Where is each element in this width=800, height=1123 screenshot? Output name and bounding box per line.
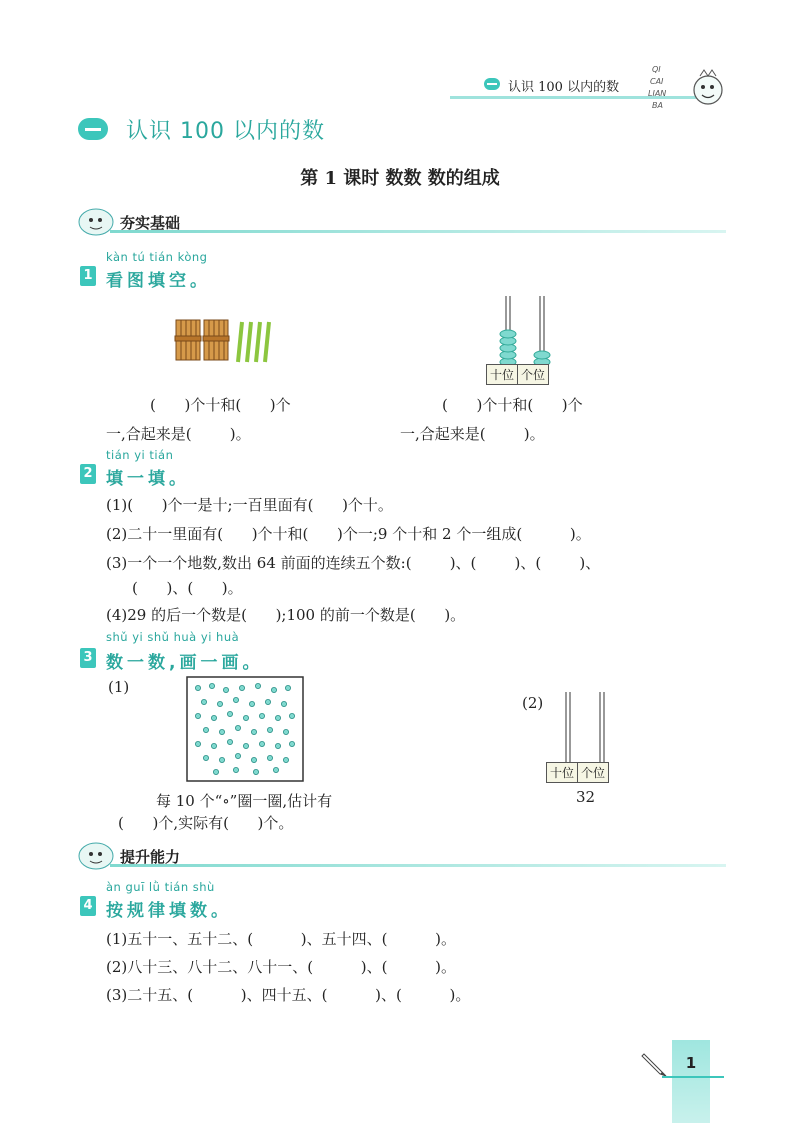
abacus-q1 [488, 294, 560, 366]
counting-dot [281, 701, 286, 706]
section-rule [110, 864, 726, 867]
q1-title: 看图填空。 [106, 271, 211, 291]
q4-pinyin: àn guī lǜ tián shù [106, 880, 215, 894]
counting-dot [203, 727, 208, 732]
q1-right-line2: 一,合起来是( )。 [400, 425, 545, 443]
q2-line-2: (2)二十一里面有( )个十和( )个一;9 个十和 2 个一组成( )。 [106, 525, 591, 543]
q4-line-2: (2)八十三、八十二、八十一、( )、( )。 [106, 958, 457, 976]
page-number: 1 [685, 1054, 697, 1072]
abacus-q3-labels [546, 762, 609, 783]
counting-dot [203, 755, 208, 760]
counting-dot [251, 729, 256, 734]
counting-dot [219, 729, 224, 734]
q1-pinyin: kàn tú tián kòng [106, 250, 208, 264]
q1-right-line1: ( )个十和( )个 [442, 396, 583, 414]
q2-pinyin: tián yi tián [106, 448, 174, 462]
counting-dot [195, 713, 200, 718]
q3-instruction-1: 每 10 个“∘”圈一圈,估计有 [156, 792, 333, 810]
counting-dot [217, 701, 222, 706]
counting-dot [211, 715, 216, 720]
brand-logo [648, 60, 728, 120]
section-label: 提升能力 [120, 848, 181, 866]
section-rule [110, 230, 726, 233]
counting-dot [259, 713, 264, 718]
tens-label: 十位 [490, 368, 515, 382]
stick-bundles-image [172, 318, 276, 364]
q2-line-4: (4)29 的后一个数是( );100 的前一个数是( )。 [106, 606, 466, 624]
unit-title: 认识 100 以内的数 [126, 119, 325, 144]
counting-dot [283, 729, 288, 734]
counting-dot [267, 755, 272, 760]
running-header-title: 认识 100 以内的数 [508, 80, 620, 95]
page-number-tab [672, 1040, 710, 1123]
counting-dot [283, 757, 288, 762]
ones-label: 个位 [517, 365, 548, 384]
pencil-icon [640, 1050, 670, 1078]
counting-dot [211, 743, 216, 748]
counting-dot [243, 743, 248, 748]
counting-dot [259, 741, 264, 746]
counting-dot [209, 683, 214, 688]
counting-dot [255, 683, 260, 688]
counting-dot [235, 753, 240, 758]
counting-dot [239, 685, 244, 690]
q3-title: 数一数,画一画。 [106, 653, 264, 673]
q2-line-1: (1)( )个一是十;一百里面有( )个十。 [106, 496, 393, 514]
counting-dot [271, 687, 276, 692]
counting-dot [233, 697, 238, 702]
counting-dot [273, 767, 278, 772]
counting-dot [227, 711, 232, 716]
counting-dot [219, 757, 224, 762]
counting-dot [249, 701, 254, 706]
q3-pinyin: shǔ yi shǔ huà yi huà [106, 630, 240, 644]
counting-dot [233, 767, 238, 772]
tens-label: 十位 [550, 766, 575, 780]
q1-number: 1 [80, 266, 96, 286]
ones-label: 个位 [577, 763, 608, 782]
counting-dot [243, 715, 248, 720]
q2-number: 2 [80, 464, 96, 484]
counting-dot [253, 769, 258, 774]
q2-line-3-cont: ( )、( )。 [132, 579, 243, 597]
counting-dot [265, 699, 270, 704]
q3-part1-label: (1) [108, 678, 130, 696]
abacus-q1-labels [486, 364, 549, 385]
q3-number-32: 32 [576, 788, 596, 806]
counting-dot [235, 725, 240, 730]
unit-number-icon [78, 118, 108, 140]
q2-title: 填一填。 [106, 469, 190, 489]
svg-text:BA: BA [652, 101, 663, 110]
q2-line-3: (3)一个一个地数,数出 64 前面的连续五个数:( )、( )、( )、 [106, 554, 601, 572]
q1-left-line1: ( )个十和( )个 [150, 396, 291, 414]
counting-dot [223, 687, 228, 692]
counting-dot [213, 769, 218, 774]
q3-instruction-2: ( )个,实际有( )个。 [118, 814, 294, 832]
q3-number: 3 [80, 648, 96, 668]
section-label: 夯实基础 [120, 214, 181, 232]
svg-text:QI: QI [652, 65, 661, 74]
stick-bundle [175, 320, 201, 360]
counting-dot [285, 685, 290, 690]
counting-dot [201, 699, 206, 704]
svg-text:CAI: CAI [650, 77, 664, 86]
counting-dot [275, 743, 280, 748]
counting-dot [289, 741, 294, 746]
counting-dot [195, 741, 200, 746]
section-improve [76, 848, 726, 878]
svg-text:LIAN: LIAN [648, 89, 667, 98]
q1-left-line2: 一,合起来是( )。 [106, 425, 251, 443]
abacus-q3-empty [548, 692, 620, 764]
q4-title: 按规律填数。 [106, 901, 232, 921]
q3-part2-label: (2) [522, 694, 544, 712]
lesson-title: 第 1 课时 数数 数的组成 [300, 168, 500, 189]
header-unit-icon [484, 78, 500, 90]
dots-box [186, 676, 304, 782]
counting-dot [195, 685, 200, 690]
counting-dot [267, 727, 272, 732]
counting-dot [275, 715, 280, 720]
q4-line-3: (3)二十五、( )、四十五、( )、( )。 [106, 986, 471, 1004]
counting-dot [251, 757, 256, 762]
q4-line-1: (1)五十一、五十二、( )、五十四、( )。 [106, 930, 457, 948]
counting-dot [289, 713, 294, 718]
section-basics [76, 214, 726, 244]
footer-rule [662, 1076, 724, 1078]
q4-number: 4 [80, 896, 96, 916]
counting-dot [227, 739, 232, 744]
